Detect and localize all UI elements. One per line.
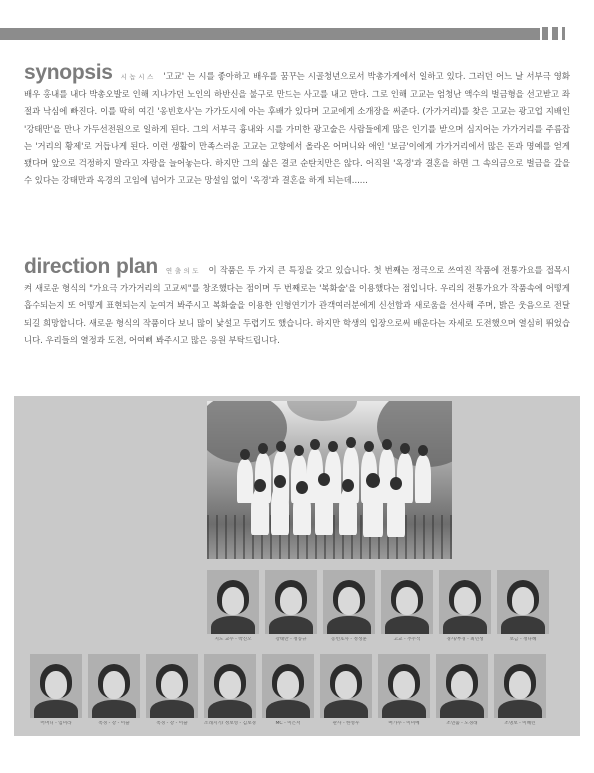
cast-portrait: [30, 654, 82, 727]
cast-portrait: [262, 654, 314, 727]
direction-section: [24, 255, 570, 349]
group-photo: [207, 401, 452, 559]
portrait-caption: 경사/부경 - 최민성: [446, 637, 484, 642]
portrait-caption: 옥경 - 강 - 이슬: [98, 721, 130, 726]
cast-gallery: [14, 396, 580, 736]
direction-body: 이 작품은 두 가지 큰 특징을 갖고 있습니다. 첫 번째는 정극으로 쓰여진 작품에 전통가요를 접목시켜 새로운 형식의 "가요극 가가거리의 고교씨"를 창조했다는 점이며 두 번째로는 '복화술'을 이용했다는 점입니다. 우리의 전통가요가 작품속에 어떻게 흡수되는지 또 어떻게 표현되는지 눈여겨 봐주시고 복화술을 이용한 인형연기가 관객여러분에게 신선함과 새로움을 선사해 주며, 밝은 웃음으로 전달되길 희망합니다. 새로운 형식의 작품이다 보니 많이 낯설고 두렵기도 했습니다. 하지만 학생의 입장으로써 배운다는 자세로 도전했으며 열심히 뛰었습니다. 우리들의 열정과 도전, 어여삐 봐주시고 많은 응원 부탁드립니다.: [24, 265, 570, 345]
portrait-photo: [436, 654, 488, 718]
cast-portrait: [265, 570, 317, 643]
cast-portrait: [204, 654, 256, 727]
portrait-caption: MC - 이은서: [275, 721, 301, 726]
portrait-caption: 조명보 - 이혜린: [504, 721, 536, 726]
cast-portrait: [320, 654, 372, 727]
portrait-caption: 옹빈호사 - 정성훈: [331, 637, 367, 642]
portrait-caption: 어머니 - 임미라: [40, 721, 72, 726]
portrait-caption: 고교 - 추주석: [393, 637, 421, 642]
portrait-photo: [378, 654, 430, 718]
cast-portrait: [381, 570, 433, 643]
cast-portrait: [497, 570, 549, 643]
cast-portrait: [88, 654, 140, 727]
portrait-photo: [381, 570, 433, 634]
cast-portrait: [323, 570, 375, 643]
portrait-caption: 옥경 - 강 - 이슬: [156, 721, 188, 726]
portrait-caption: 조연출 - 노경래: [446, 721, 478, 726]
portrait-photo: [323, 570, 375, 634]
synopsis-heading: synopsis: [24, 61, 113, 84]
portrait-photo: [497, 570, 549, 634]
cast-portrait: [146, 654, 198, 727]
portrait-caption: 여가수 - 이미예: [388, 721, 420, 726]
portrait-caption: 강태만 - 정동규: [275, 637, 307, 642]
portrait-photo: [204, 654, 256, 718]
top-rule: [0, 28, 540, 40]
portrait-photo: [207, 570, 259, 634]
portrait-photo: [320, 654, 372, 718]
portrait-caption: 보금 - 정다혜: [509, 637, 537, 642]
portrait-caption: 지도 교수 - 박진오: [214, 637, 252, 642]
portrait-photo: [88, 654, 140, 718]
portrait-photo: [439, 570, 491, 634]
synopsis-subheading: 시 놉 시 스: [120, 73, 154, 81]
synopsis-section: [24, 61, 570, 189]
portrait-photo: [30, 654, 82, 718]
cast-portrait: [436, 654, 488, 727]
cast-portrait: [378, 654, 430, 727]
cast-portrait: [439, 570, 491, 643]
synopsis-body: '고교' 는 시를 좋아하고 배우를 꿈꾸는 시골청년으로서 박총가게에서 일하고 있다. 그러던 어느 날 서부극 영화배우 홍내를 내다 박총오발로 인해 지나가던 노인의 하반신을 불구로 만드는 사고를 내고 만다. 그로 인해 고교는 엄청난 액수의 벌금형을 선고받고 좌절과 낙심에 빠진다. 이를 딱히 여긴 '옹빈호사'는 가가도시에 아는 후배가 있다며 고교에게 소개장을 써준다. (가가거리)를 찾은 고교는 광고업 지배인 '강태만'을 만나 가두선전원으로 일하게 된다. 그의 서부극 흉내와 시를 가미한 광고술은 사람들에게 많은 인기를 받으며 심지어는 가가거리를 주름잡는 '거리의 황제'로 거듭나게 된다. 이런 생활이 만족스러운 고교는 고향에서 올라온 어머니와 애인 '보금'이에게 가가거리에서 많은 돈과 명예를 얻게 됐다며 앞으로 걱정하지 말라고 자랑을 늘어놓는다. 하지만 그의 삶은 결코 순탄치만은 않다. 어직원 '옥경'과 결혼을 하면 그 속의금으로 벌금을 갚을 수 있다는 강태만과 옥경의 고임에 넘어가 고교는 망설임 없이 '옥경'과 결혼을 하게 되는데......: [24, 71, 570, 186]
direction-subheading: 연 출 의 도: [165, 267, 199, 275]
portrait-photo: [262, 654, 314, 718]
cast-portrait: [494, 654, 546, 727]
portrait-caption: 관사 - 한성우: [332, 721, 360, 726]
portrait-photo: [494, 654, 546, 718]
portrait-photo: [146, 654, 198, 718]
cast-portrait: [207, 570, 259, 643]
portrait-caption: 소래지기/ 정보영 - 김보경: [204, 721, 256, 726]
portrait-photo: [265, 570, 317, 634]
top-rule-marks: [542, 27, 565, 40]
direction-heading: direction plan: [24, 255, 158, 278]
